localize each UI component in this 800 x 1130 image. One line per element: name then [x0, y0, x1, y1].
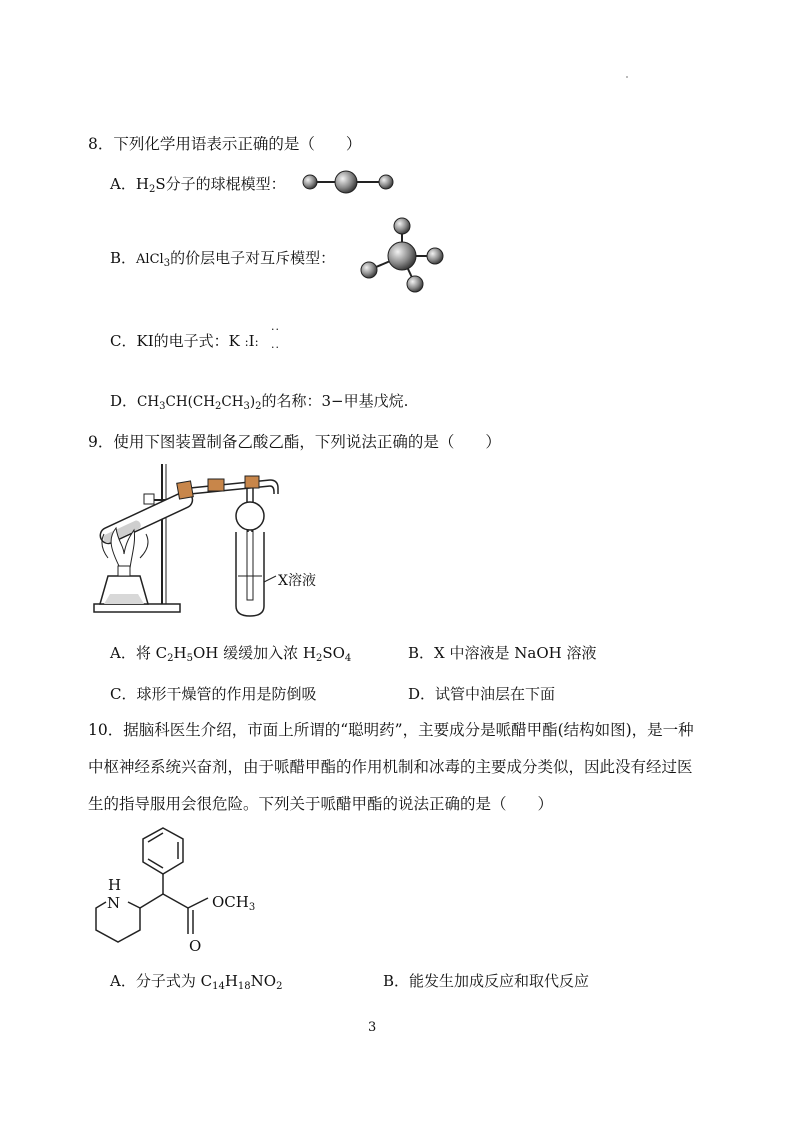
- option-text: 的价层电子对互斥模型：: [170, 249, 336, 267]
- option-text: 将 $C_2H_5OH$ 缓缓加入浓 $H_2SO_4$: [135, 644, 352, 664]
- q10-option-b[interactable]: [383, 970, 589, 991]
- option-text: 球形干燥管的作用是防倒吸: [136, 685, 317, 703]
- option-text: KI的电子式：: [136, 332, 229, 350]
- q10-stem-line1: 10．据脑科医生介绍，市面上所谓的“聪明药”，主要成分是哌醋甲酯(结构如图)，是一种: [88, 721, 694, 739]
- q9-option-b[interactable]: [408, 642, 596, 663]
- electron-pair: :: [244, 335, 249, 349]
- option-text: 分子式为 $C_{14}H_{18}NO_2$: [135, 972, 283, 992]
- option-text: 分子的球棍模型：: [165, 175, 286, 193]
- struct-n-label: N: [107, 894, 121, 912]
- q9-stem: 9．使用下图装置制备乙酸乙酯，下列说法正确的是（ ）: [88, 433, 501, 451]
- option-letter: A．: [110, 972, 136, 990]
- option-letter: A．: [110, 644, 136, 662]
- k-symbol: K: [228, 332, 240, 350]
- q10-stem-line3: 生的指导服用会很危险。下列关于哌醋甲酯的说法正确的是（ ）: [88, 795, 554, 813]
- q8-stem: 8．下列化学用语表示正确的是（ ）: [88, 135, 362, 153]
- struct-o-label: O: [189, 937, 202, 955]
- q9-option-c[interactable]: [110, 683, 317, 704]
- option-letter: B．: [383, 972, 410, 990]
- option-letter: A．: [110, 175, 136, 193]
- q10-option-a[interactable]: [110, 970, 282, 992]
- q9-option-a[interactable]: [110, 642, 351, 664]
- electron-pair: :: [254, 335, 259, 349]
- formula: $CH_3CH(CH_2CH_3)_2$: [137, 394, 262, 412]
- option-text: X 中溶液是 NaOH 溶液: [434, 644, 597, 662]
- option-letter: B．: [110, 249, 137, 267]
- option-letter: D．: [110, 392, 138, 410]
- ester-preparation-apparatus: [90, 458, 350, 618]
- option-letter: C．: [110, 685, 137, 703]
- electron-dots-bottom: ··: [271, 341, 280, 354]
- electron-dots-top: ··: [271, 323, 280, 336]
- q8-option-b[interactable]: [110, 247, 335, 269]
- h2s-ball-stick-model: [298, 168, 398, 198]
- scan-speck: [626, 76, 628, 78]
- q8-option-c[interactable]: [110, 330, 259, 351]
- q8-option-d[interactable]: [110, 390, 408, 412]
- option-text: 能发生加成反应和取代反应: [409, 972, 590, 990]
- x-solution-label: X溶液: [278, 573, 316, 589]
- option-text: 的名称：3−甲基戊烷.: [261, 392, 409, 410]
- formula: AlCl$_3$: [136, 252, 171, 269]
- q8-option-a[interactable]: [110, 173, 286, 195]
- q10-stem-line2: 中枢神经系统兴奋剂，由于哌醋甲酯的作用机制和冰毒的主要成分类似，因此没有经过医: [88, 758, 693, 776]
- struct-och3-label: $OCH_3$: [212, 893, 256, 913]
- i-symbol: I: [248, 332, 255, 350]
- option-text: 试管中油层在下面: [435, 685, 556, 703]
- option-letter: D．: [408, 685, 436, 703]
- page-number: 3: [368, 1020, 377, 1035]
- q9-option-d[interactable]: [408, 683, 555, 704]
- struct-h-label: H: [108, 876, 122, 894]
- alcl3-vsepr-model: [355, 214, 450, 294]
- option-letter: B．: [408, 644, 435, 662]
- option-letter: C．: [110, 332, 137, 350]
- formula: $H_2S$: [135, 175, 166, 195]
